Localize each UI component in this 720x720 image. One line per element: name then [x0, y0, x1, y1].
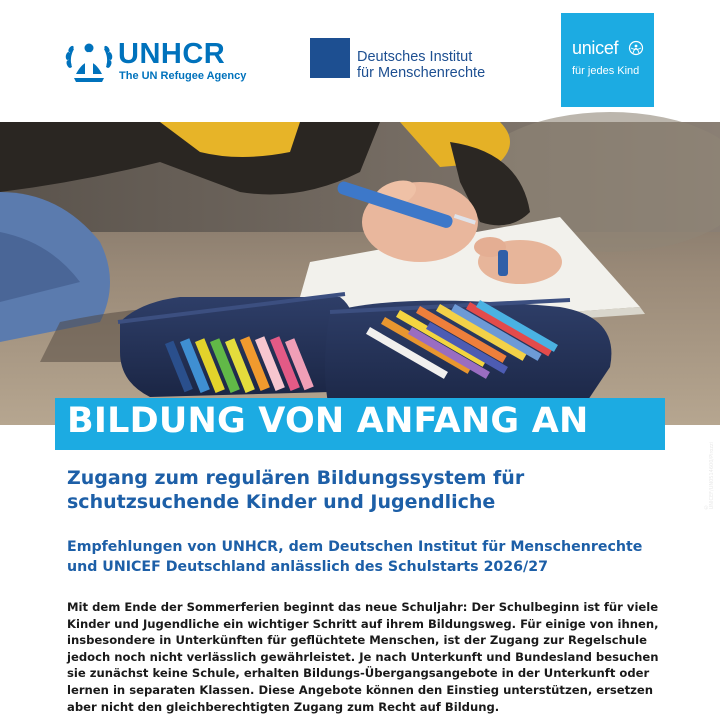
unicef-name: unicef — [572, 38, 619, 58]
dim-logo — [310, 38, 510, 82]
recommendation-line: und UNICEF Deutschland anlässlich des Schulstarts 2026/27 — [67, 559, 548, 575]
hero-photo-illustration — [0, 122, 720, 425]
recommendation-heading — [67, 537, 667, 577]
body-line: lernen in separaten Klassen. Diese Angebote können den Einstieg unterstützen, ersetzen — [67, 682, 654, 697]
title-band — [55, 398, 665, 450]
photo-credit: © UNICEF/UN0514600/Pirozzi — [703, 441, 715, 510]
subtitle — [67, 466, 667, 514]
unicef-globe-icon — [628, 40, 644, 56]
body-line: Mit dem Ende der Sommerferien beginnt das neue Schuljahr: Der Schulbeginn ist für viele — [67, 600, 659, 614]
document-title: BILDUNG VON ANFANG AN — [67, 401, 589, 441]
dim-square-icon — [310, 38, 350, 78]
body-line: aber nicht den gleichberechtigten Zugang zum Recht auf Bildung. — [67, 699, 500, 714]
subtitle-line: Zugang zum regulären Bildungssystem für — [67, 467, 525, 489]
body-line: insbesondere in Unterkünften für geflüchtete Menschen, ist der Zugang zur Regelschule — [67, 633, 648, 648]
body-line: Kinder und Jugendliche ein wichtiger Schritt auf ihrem Bildungsweg. Für einige von ihnen, — [67, 616, 659, 631]
subtitle-line: schutzsuchende Kinder und Jugendliche — [67, 491, 496, 513]
unhcr-emblem-icon — [64, 38, 114, 86]
dim-name-line1: Deutsches Institut — [357, 49, 473, 65]
body-paragraph — [67, 599, 667, 715]
unicef-logo — [561, 13, 654, 107]
body-line: jedoch noch nicht verlässlich gewährleistet. Je nach Unterkunft und Bundesland besuchen — [67, 649, 659, 664]
body-line: sie zunächst keine Schule, erhalten Bildungs-Übergangsangebote in der Unterkunft oder — [67, 666, 650, 681]
dim-name-line2: für Menschenrechte — [357, 65, 486, 81]
recommendation-line: Empfehlungen von UNHCR, dem Deutschen Institut für Menschenrechte — [67, 539, 643, 555]
unicef-tagline: für jedes Kind — [572, 65, 640, 77]
unhcr-name: UNHCR — [118, 38, 226, 70]
dim-name — [357, 49, 485, 81]
logo-bar — [0, 0, 720, 122]
unhcr-subtitle: The UN Refugee Agency — [119, 70, 247, 82]
unhcr-logo — [64, 38, 254, 88]
